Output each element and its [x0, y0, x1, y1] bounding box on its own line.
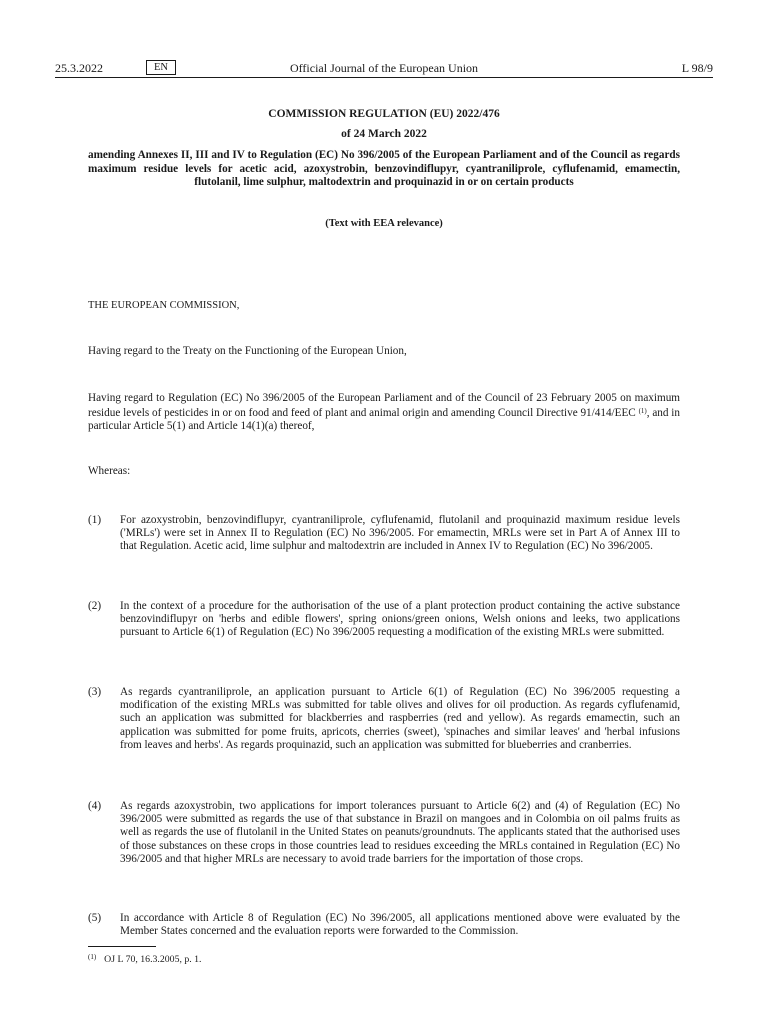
page-reference: L 98/9: [681, 61, 713, 75]
regulation-title: COMMISSION REGULATION (EU) 2022/476: [268, 108, 500, 120]
recital-number: (5): [88, 912, 102, 924]
recital-text: In the context of a procedure for the authorisation of the use of a plant protection product containing the active substance benzovindiflupyr on 'herbs and edible flowers', spring onions/green onions, Welsh onions and leeks, two applications pursuant to Article 6(1) of Regulation (EC) No 396/2005 requesting a modification of the existing MRLs were submitted.: [120, 600, 680, 639]
recital-text: In accordance with Article 8 of Regulation (EC) No 396/2005, all applications mentioned above were evaluated by the Member States concerned and the evaluation reports were forwarded to the Commission.: [120, 912, 680, 938]
citation-text-before: Having regard to Regulation (EC) No 396/2005 of the European Parliament and of the Council of 23 February 2005 on maximum residue levels of pesticides in or on food and feed of plant and animal origin and amending Council Directive 91/414/EEC: [88, 392, 680, 420]
recital-text: For azoxystrobin, benzovindiflupyr, cyantraniliprole, cyflufenamid, flutolanil and proquinazid maximum residue levels ('MRLs') were set in Annex II to Regulation (EC) No 396/2005. For emamectin, MRLs were set in Part A of Annex III to that Regulation. Acetic acid, lime sulphur and maltodextrin are included in Annex IV to Regulation (EC) No 396/2005.: [120, 514, 680, 553]
regulation-citation: [88, 392, 680, 434]
header-date: 25.3.2022: [55, 61, 103, 75]
language-badge: EN: [146, 60, 176, 75]
recital-text: As regards azoxystrobin, two applications for import tolerances pursuant to Article 6(2) and (4) of Regulation (EC) No 396/2005 were submitted as regards the use of that substance in Brazil on mangoes and in Colombia on oil palms fruits as well as regards the use of flutolanil in the United States on peanuts/groundnuts. The applicants stated that the authorised uses of those substances on these crops in those countries lead to residues exceeding the MRLs contained in Regulation (EC) No 396/2005 and that higher MRLs are necessary to avoid trade barriers for the importation of those crops.: [120, 800, 680, 865]
commission-heading: THE EUROPEAN COMMISSION,: [88, 300, 240, 311]
recital-text: As regards cyantraniliprole, an application pursuant to Article 6(1) of Regulation (EC) No 396/2005 requesting a modification of the existing MRLs was submitted for table olives and olives for oil production. As regards cyflufenamid, such an application was submitted for blackberries and raspberries (red and yellow). As regards emamectin, such an application was submitted for pome fruits, apricots, cherries (sweet), 'spinaches and similar leaves' and 'herbal infusions from leaves and herbs'. As regards proquinazid, such an application was submitted for blueberries and cranberries.: [120, 686, 680, 751]
eea-relevance: (Text with EEA relevance): [325, 218, 443, 229]
footnote-text: OJ L 70, 16.3.2005, p. 1.: [104, 954, 202, 965]
footnote-divider: [88, 946, 156, 947]
recital-number: (2): [88, 600, 102, 612]
journal-title: Official Journal of the European Union: [289, 61, 479, 75]
recital-number: (1): [88, 514, 102, 526]
footnote-reference[interactable]: (1): [638, 407, 647, 416]
whereas-heading: Whereas:: [88, 465, 131, 477]
recital-number: (3): [88, 686, 102, 698]
footnote-mark: (1): [88, 953, 97, 961]
footnote: [88, 953, 202, 965]
recital-number: (4): [88, 800, 102, 812]
header-divider: [55, 77, 713, 78]
treaty-citation: Having regard to the Treaty on the Functioning of the European Union,: [88, 345, 407, 357]
citation-text-after: , and in particular Article 5(1) and Article 14(1)(a) thereof,: [88, 407, 681, 433]
regulation-subject: amending Annexes II, III and IV to Regulation (EC) No 396/2005 of the European Parliament and of the Council as regards maximum residue levels for acetic acid, azoxystrobin, benzovindiflupyr, cyantraniliprole, cyflufenamid, emamectin, flutolanil, lime sulphur, maltodextrin and proquinazid in or on certain products: [88, 149, 680, 188]
regulation-date: of 24 March 2022: [341, 128, 427, 140]
